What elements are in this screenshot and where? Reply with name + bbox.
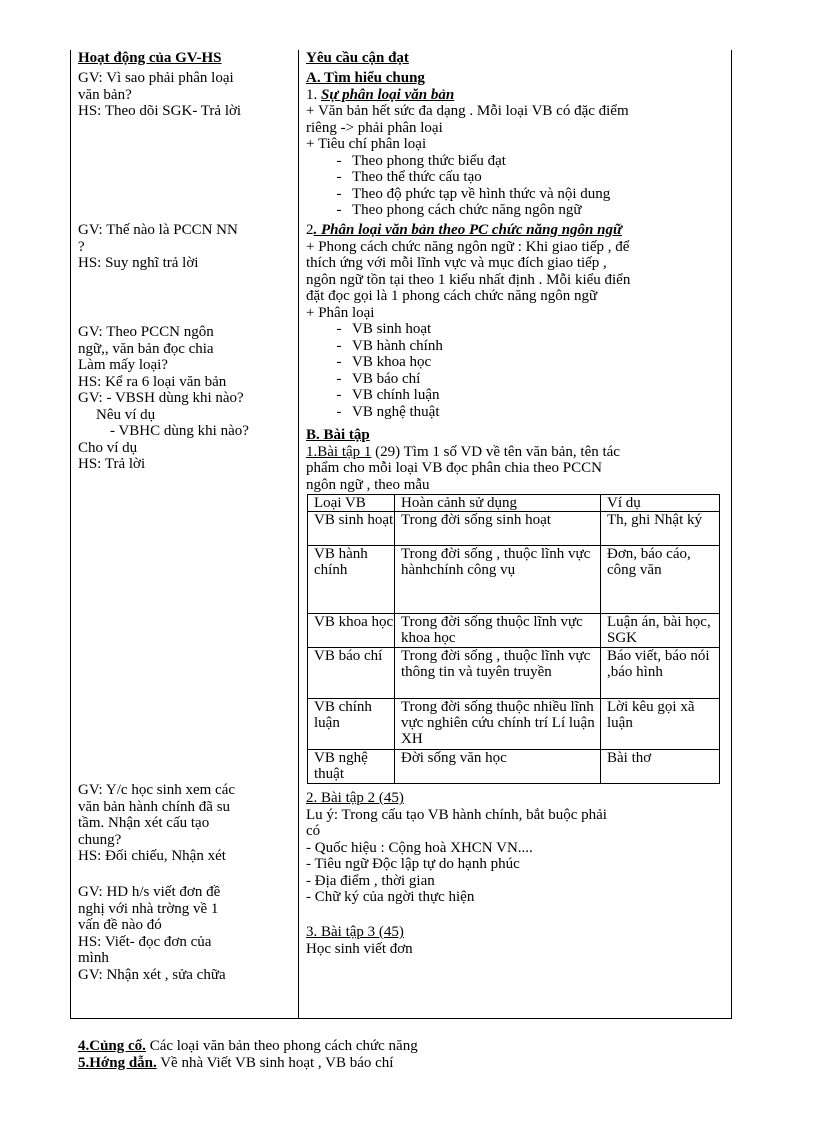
right-line: - Quốc hiệu : Cộng hoà XHCN VN....: [306, 839, 533, 856]
table-cell: VB báo chí: [308, 648, 395, 699]
type-item: - VB chính luận: [336, 387, 440, 403]
left-line: HS: Suy nghĩ trả lời: [78, 255, 199, 271]
table-cell: VB chính luận: [308, 699, 395, 750]
right-line: - Chữ ký của ngời thực hiện: [306, 889, 475, 905]
type-item: - VB hành chính: [336, 337, 443, 354]
table-cell: VB nghệ thuật: [308, 750, 395, 784]
exercise-1-heading: 1.Bài tập 1 (29) Tìm 1 số VD về tên văn bản, tên tác: [306, 443, 620, 460]
lesson-footer: [78, 1038, 418, 1071]
left-line: GV: Thế nào là PCCN NN: [78, 222, 238, 238]
right-line: có: [306, 823, 321, 839]
left-line: HS: Trả lời: [78, 456, 146, 472]
type-item: - VB báo chí: [336, 370, 421, 387]
right-line: ngôn ngữ tồn tại theo 1 kiểu nhất định . Mỗi kiểu điển: [306, 271, 631, 288]
left-line: vấn đề nào đó: [78, 917, 162, 933]
subsection-2-heading: [306, 222, 630, 239]
right-line: + Phân loại: [306, 304, 375, 321]
left-line: HS: Kể ra 6 loại văn bản: [78, 373, 227, 390]
left-line: Làm mấy loại?: [78, 357, 168, 373]
table-cell: VB khoa học: [308, 614, 395, 648]
table-header-row: [308, 495, 720, 512]
left-line: GV: Y/c học sinh xem các: [78, 782, 236, 798]
exercise-2-heading: 2. Bài tập 2 (45): [306, 790, 404, 806]
left-line: nghị với nhà trờng về 1: [78, 900, 219, 917]
right-line: đặt đọc gọi là 1 phong cách chức năng ngôn ngữ: [306, 288, 598, 304]
left-line: - VBHC dùng khi nào?: [110, 423, 249, 439]
table-cell: VB hành chính: [308, 546, 395, 614]
left-line: GV: - VBSH dùng khi nào?: [78, 390, 244, 406]
column-divider: [298, 50, 299, 1018]
right-section-b: [306, 427, 620, 493]
table-cell: Trong đời sống sinh hoạt: [395, 512, 601, 546]
table-cell: Trong đời sống thuộc nhiều lĩnh vực nghiên cứu chính trí Lí luận XH: [395, 699, 601, 750]
right-line: Lu ý: Trong cấu tạo VB hành chính, bắt buộc phải: [306, 806, 607, 823]
left-line: ngữ,, văn bản đọc chia: [78, 340, 214, 357]
subsection-1-heading: [306, 87, 629, 104]
section-b-title: B. Bài tập: [306, 427, 370, 443]
criteria-item: - Theo phong cách chức năng ngôn ngữ: [336, 202, 582, 218]
table-cell: Báo viết, báo nói ,báo hình: [601, 648, 720, 699]
left-line: tầm. Nhận xét cấu tạo: [78, 815, 210, 831]
footer-guidance: 5.Hớng dẫn. Về nhà Viết VB sinh hoạt , VB báo chí: [78, 1054, 394, 1071]
criteria-item: - Theo độ phức tạp về hình thức và nội dung: [336, 185, 611, 202]
left-line: Cho ví dụ: [78, 439, 138, 456]
header-right: Yêu cầu cận đạt: [306, 50, 409, 66]
left-line: văn bản?: [78, 86, 132, 103]
left-block-4: [78, 782, 235, 865]
table-header-cell: Ví dụ: [601, 495, 720, 512]
table-row: [308, 512, 720, 546]
right-line: thích ứng với mỗi lĩnh vực và mục đích giao tiếp ,: [306, 255, 607, 271]
table-cell: Trong đời sống thuộc lĩnh vực khoa học: [395, 614, 601, 648]
table-cell: Th, ghi Nhật ký: [601, 512, 720, 546]
table-cell: Đời sống văn học: [395, 750, 601, 784]
left-line: chung?: [78, 831, 122, 848]
right-line: + Phong cách chức năng ngôn ngữ : Khi giao tiếp , để: [306, 238, 630, 255]
right-line: riêng -> phải phân loại: [306, 119, 443, 136]
right-line: + Văn bản hết sức đa dạng . Mỗi loại VB có đặc điểm: [306, 103, 629, 119]
table-cell: Trong đời sống , thuộc lĩnh vực thông tin và tuyên truyền: [395, 648, 601, 699]
subsection-1-title: Sự phân loại văn bản: [321, 86, 455, 103]
right-line: ngôn ngữ , theo mẫu: [306, 476, 430, 493]
left-line: Nêu ví dụ: [96, 406, 156, 423]
criteria-item: - Theo thể thức cấu tạo: [336, 169, 482, 185]
left-block-3: [78, 324, 249, 473]
left-block-1: [78, 70, 241, 120]
table-cell: Đơn, báo cáo, công văn: [601, 546, 720, 614]
left-line: HS: Đối chiếu, Nhận xét: [78, 848, 226, 864]
right-section-2: [306, 222, 630, 420]
table-cell: Bài thơ: [601, 750, 720, 784]
table-cell: Trong đời sống , thuộc lĩnh vực hànhchính công vụ: [395, 546, 601, 614]
vb-types-table: [307, 494, 720, 784]
footer-consolidation: 4.Củng cố. Các loại văn bản theo phong cách chức năng: [78, 1038, 418, 1054]
right-section-a: [306, 70, 629, 219]
right-line: - Tiêu ngữ Độc lập tự do hạnh phúc: [306, 856, 520, 872]
subsection-2-title: . Phân loại văn bản theo PC chức năng ngôn ngữ: [313, 222, 622, 238]
left-line: GV: Nhận xét , sửa chữa: [78, 966, 226, 983]
right-line: phẩm cho mỗi loại VB đọc phân chia theo PCCN: [306, 460, 602, 476]
right-line: Học sinh viết đơn: [306, 940, 413, 957]
left-line: GV: Theo PCCN ngôn: [78, 324, 214, 340]
table-row: [308, 614, 720, 648]
type-item: - VB khoa học: [336, 354, 432, 370]
left-line: GV: Vì sao phải phân loại: [78, 70, 234, 86]
table-header-cell: Hoàn cảnh sử dụng: [395, 495, 601, 512]
left-line: HS: Viết- đọc đơn của: [78, 933, 212, 950]
left-line: mình: [78, 950, 109, 966]
left-block-5: [78, 884, 226, 983]
table-row: [308, 648, 720, 699]
right-line: + Tiêu chí phân loại: [306, 136, 427, 152]
criteria-item: - Theo phong thức biểu đạt: [336, 152, 506, 169]
table-cell: VB sinh hoạt: [308, 512, 395, 546]
table-row: [308, 699, 720, 750]
section-a-title: A. Tìm hiểu chung: [306, 70, 425, 86]
subsection-1-number: 1.: [306, 86, 321, 103]
table-cell: Lời kêu gọi xã luận: [601, 699, 720, 750]
left-block-2: [78, 222, 238, 272]
table-row: [308, 750, 720, 784]
table-cell: Luận án, bài học, SGK: [601, 614, 720, 648]
left-line: văn bản hành chính đã su: [78, 798, 231, 815]
table-header-cell: Loại VB: [308, 495, 395, 512]
right-line: - Địa điểm , thời gian: [306, 872, 435, 889]
right-exercise-3: [306, 924, 413, 957]
exercise-3-heading: 3. Bài tập 3 (45): [306, 924, 404, 940]
right-exercise-2: [306, 790, 607, 906]
subsection-2-number: 2: [306, 222, 314, 238]
type-item: - VB nghệ thuật: [336, 403, 440, 420]
table-row: [308, 546, 720, 614]
left-line: GV: HD h/s viết đơn đề: [78, 884, 221, 900]
left-line: HS: Theo dõi SGK- Trả lời: [78, 103, 242, 119]
left-line: ?: [78, 238, 85, 255]
header-left: Hoạt động của GV-HS: [78, 50, 222, 66]
type-item: - VB sinh hoạt: [336, 321, 432, 337]
